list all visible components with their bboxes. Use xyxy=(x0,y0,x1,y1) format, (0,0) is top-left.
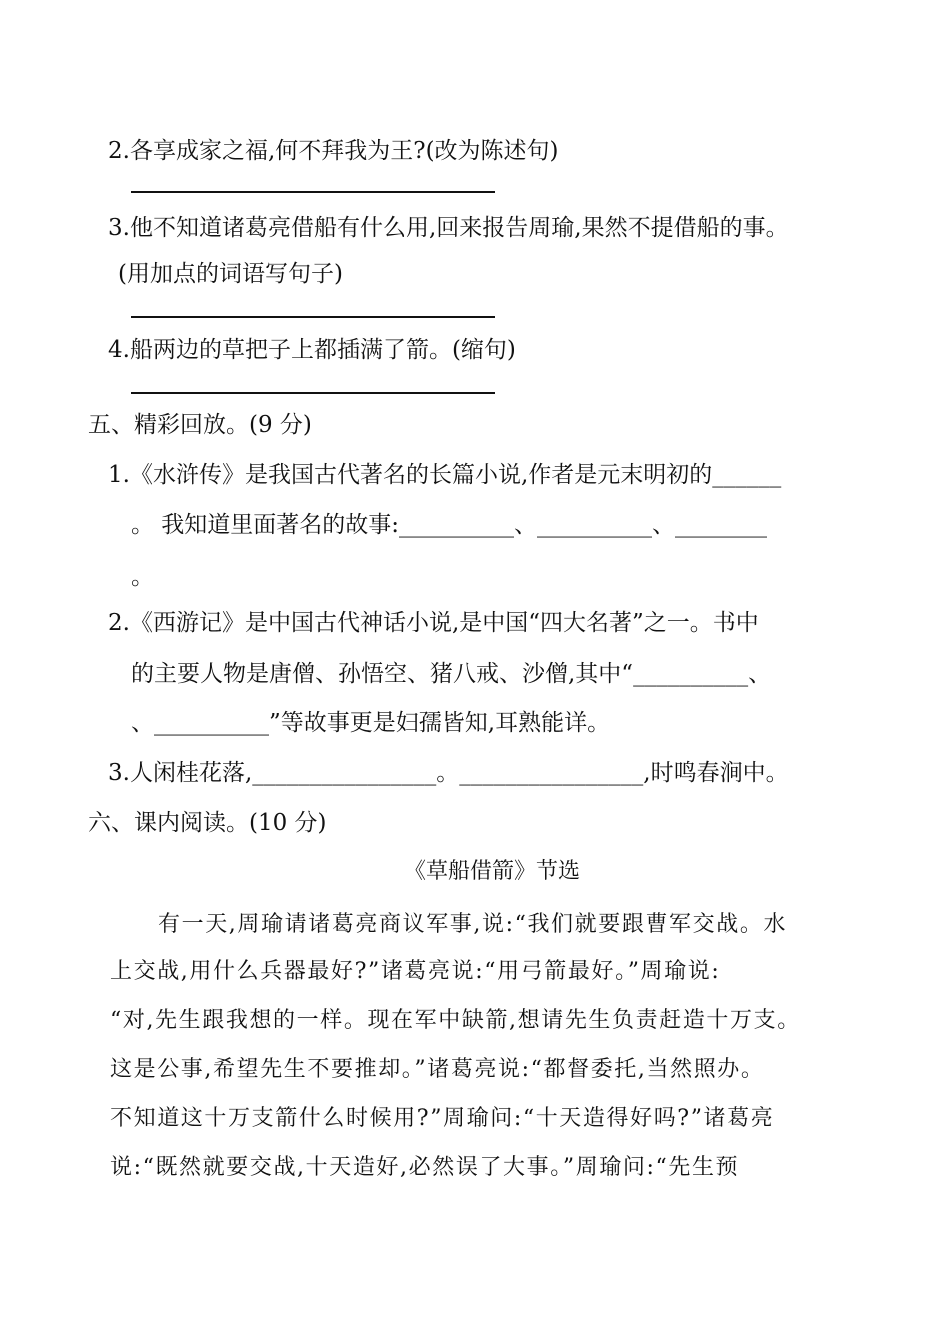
passage-line: 说:“既然就要交战,十天造好,必然误了大事。”周瑜问:“先生预 xyxy=(110,1155,740,1180)
question-5-1-line3: 。 xyxy=(131,564,154,590)
passage-line: 上交战,用什么兵器最好?”诸葛亮说:“用弓箭最好。”周瑜说: xyxy=(110,959,721,984)
answer-line-4-2[interactable] xyxy=(131,191,495,193)
question-4-4-text: 4.船两边的草把子上都插满了箭。(缩句) xyxy=(108,337,516,363)
passage-line: 不知道这十万支箭什么时候用?”周瑜问:“十天造得好吗?”诸葛亮 xyxy=(110,1106,775,1131)
answer-line-4-3[interactable] xyxy=(131,316,495,318)
question-4-3-instruction: (用加点的词语写句子) xyxy=(118,261,343,287)
section-5-heading: 五、精彩回放。(9 分) xyxy=(88,412,312,438)
answer-line-4-4[interactable] xyxy=(131,392,495,394)
question-4-3-text: 3.他不知道诸葛亮借船有什么用,回来报告周瑜,果然不提借船的事。 xyxy=(108,215,789,241)
passage-line: “对,先生跟我想的一样。现在军中缺箭,想请先生负责赶造十万支。 xyxy=(110,1008,801,1033)
passage-line: 这是公事,希望先生不要推却。”诸葛亮说:“都督委托,当然照办。 xyxy=(110,1057,765,1082)
question-5-1-line1: 1.《水浒传》是我国古代著名的长篇小说,作者是元末明初的______ xyxy=(108,462,782,488)
question-5-2-line2: 的主要人物是唐僧、孙悟空、猪八戒、沙僧,其中“__________、 xyxy=(131,661,772,687)
section-6-heading: 六、课内阅读。(10 分) xyxy=(88,810,327,836)
question-5-2-line3: 、__________”等故事更是妇孺皆知,耳熟能详。 xyxy=(131,710,611,736)
question-4-2-text: 2.各享成家之福,何不拜我为王?(改为陈述句) xyxy=(108,138,559,164)
passage-line: 有一天,周瑜请诸葛亮商议军事,说:“我们就要跟曹军交战。水 xyxy=(158,912,788,937)
question-5-2-line1: 2.《西游记》是中国古代神话小说,是中国“四大名著”之一。书中 xyxy=(108,610,759,636)
passage-title: 《草船借箭》节选 xyxy=(404,859,581,884)
question-5-1-line2: 。 我知道里面著名的故事:__________、__________、________ xyxy=(131,512,768,538)
question-5-3-text: 3.人闲桂花落,________________。________________,时鸣春涧中。 xyxy=(108,760,789,786)
